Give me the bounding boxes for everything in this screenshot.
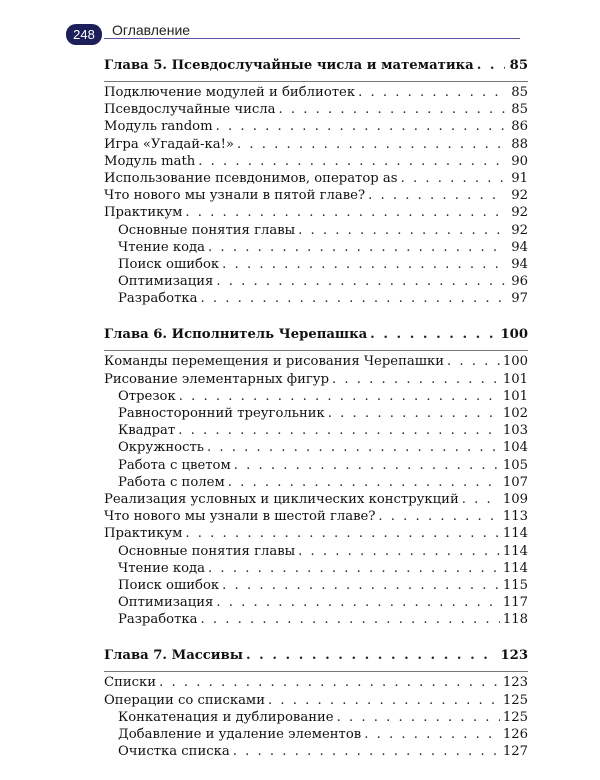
entry-page-number: 101 [502,371,528,387]
entry-page-number: 118 [502,612,528,628]
entry-title: Разработка [118,612,198,628]
toc-entry[interactable] [104,137,528,154]
entry-title: Основные понятия главы [118,543,296,559]
dot-leader [207,440,500,455]
chapter-page-number: 85 [509,58,528,73]
dot-leader [228,475,500,490]
dot-leader [447,354,500,369]
entry-title: Квадрат [118,423,176,439]
entry-title: Работа с цветом [118,457,231,473]
entry-title: Модуль math [104,153,196,169]
toc-subentry[interactable] [104,291,528,308]
entry-title: Реализация условных и циклических конструкций [104,491,459,507]
entry-page-number: 92 [511,222,528,238]
entry-title: Операции со списками [104,692,265,708]
entry-page-number: 123 [502,675,528,691]
toc-subentry[interactable] [104,475,528,492]
dot-leader [178,423,500,438]
toc-subentry[interactable] [104,595,528,612]
chapter-divider [104,81,528,82]
entry-title: Рисование элементарных фигур [104,371,330,387]
chapter-title: Глава 6. Исполнитель Черепашка [104,327,368,343]
entry-title: Практикум [104,205,183,221]
toc-entry[interactable] [104,85,528,102]
dot-leader [237,137,505,152]
toc-subentry[interactable] [104,561,528,578]
entry-page-number: 127 [502,744,528,760]
entry-page-number: 105 [502,457,528,473]
dot-leader [337,710,500,725]
entry-title: Поиск ошибок [118,577,220,593]
toc-entry[interactable] [104,372,528,389]
dot-leader [159,675,500,690]
dot-leader [201,291,505,306]
dot-leader [185,205,505,220]
entry-page-number: 114 [502,543,528,559]
entry-page-number: 88 [511,136,528,152]
entry-page-number: 103 [502,423,528,439]
entry-title: Подключение модулей и библиотек [104,85,356,100]
header-divider [104,38,520,39]
chapter-page-number: 100 [500,327,528,343]
toc-entry[interactable] [104,188,528,205]
entry-title: Конкатенация и дублирование [118,709,334,725]
dot-leader [368,188,505,203]
chapter-page-number: 123 [500,648,528,664]
dot-leader [298,544,500,559]
dot-leader [298,223,505,238]
entry-title: Оптимизация [118,274,214,290]
toc-entry[interactable] [104,102,528,119]
toc-subentry[interactable] [104,389,528,406]
toc-entry[interactable] [104,492,528,509]
dot-leader [185,526,499,541]
entry-title: Практикум [104,526,183,542]
page-number-badge: 248 [66,24,102,45]
entry-title: Отрезок [118,388,176,404]
dot-leader [328,406,500,421]
page-header [0,0,600,52]
toc-entry[interactable] [104,119,528,136]
entry-page-number: 102 [502,406,528,421]
dot-leader [216,595,499,610]
toc-entry[interactable] [104,526,528,543]
entry-title: Что нового мы узнали в пятой главе? [104,188,366,204]
dot-leader [358,85,505,100]
entry-title: Окружность [118,440,204,456]
dot-leader [278,102,505,117]
entry-page-number: 117 [502,595,528,611]
entry-page-number: 101 [502,388,528,404]
entry-page-number: 94 [511,256,528,272]
chapter-heading[interactable] [104,58,528,77]
entry-page-number: 114 [502,526,528,542]
dot-leader [179,389,500,404]
dot-leader [364,727,500,742]
entry-page-number: 109 [502,491,528,507]
toc-subentry[interactable] [104,240,528,257]
dot-leader [401,171,505,186]
toc-entry[interactable] [104,171,528,188]
chapter-divider [104,671,528,672]
toc-subentry[interactable] [104,274,528,291]
dot-leader [268,693,500,708]
entry-title: Разработка [118,291,198,307]
dot-leader [477,58,505,73]
dot-leader [378,509,499,524]
dot-leader [208,240,505,255]
dot-leader [462,492,500,507]
entry-page-number: 85 [511,102,528,118]
dot-leader [201,612,500,627]
toc-subentry[interactable] [104,727,528,744]
entry-page-number: 104 [502,440,528,456]
entry-title: Оптимизация [118,595,214,611]
chapter-heading[interactable] [104,327,528,346]
dot-leader [216,274,505,289]
entry-page-number: 115 [502,577,528,593]
dot-leader [246,648,497,663]
entry-title: Основные понятия главы [118,222,296,238]
toc-subentry[interactable] [104,423,528,440]
entry-title: Игра «Угадай-ка!» [104,136,234,152]
entry-page-number: 125 [502,709,528,725]
chapter-section [104,327,528,629]
toc-entry[interactable] [104,509,528,526]
chapter-divider [104,350,528,351]
toc-entry[interactable] [104,154,528,171]
toc-entry[interactable] [104,205,528,222]
entry-page-number: 96 [511,274,528,290]
entry-title: Списки [104,675,157,691]
entry-title: Очистка списка [118,744,230,760]
chapter-heading[interactable] [104,648,528,667]
toc-entry[interactable] [104,693,528,710]
chapter-section [104,58,528,308]
entry-page-number: 92 [511,205,528,221]
entry-title: Чтение кода [118,239,206,255]
entry-title: Чтение кода [118,560,206,576]
entry-page-number: 94 [511,239,528,255]
toc-subentry[interactable] [104,440,528,457]
dot-leader [233,744,500,759]
toc-subentry[interactable] [104,744,528,761]
entry-title: Добавление и удаление элементов [118,727,362,742]
entry-page-number: 114 [502,560,528,576]
toc-entry[interactable] [104,354,528,371]
toc-subentry[interactable] [104,257,528,274]
dot-leader [370,327,497,342]
entry-title: Поиск ошибок [118,256,220,272]
toc-subentry[interactable] [104,458,528,475]
entry-page-number: 107 [502,474,528,490]
entry-title: Использование псевдонимов, оператор as [104,170,398,186]
toc-subentry[interactable] [104,223,528,240]
page-title: Оглавление [112,22,191,38]
entry-title: Модуль random [104,119,213,135]
chapter-title: Глава 7. Массивы [104,648,243,664]
toc-subentry[interactable] [104,544,528,561]
entry-page-number: 97 [511,291,528,307]
entry-page-number: 85 [511,85,528,100]
entry-page-number: 86 [511,119,528,135]
toc-entry[interactable] [104,675,528,692]
toc-subentry[interactable] [104,578,528,595]
entry-title: Псевдослучайные числа [104,102,276,118]
entry-page-number: 100 [502,354,528,370]
entry-page-number: 125 [502,692,528,708]
dot-leader [208,561,500,576]
entry-page-number: 90 [511,153,528,169]
dot-leader [222,578,500,593]
entry-page-number: 91 [511,170,528,186]
chapter-section [104,648,528,761]
entry-page-number: 113 [502,509,528,525]
entry-title: Что нового мы узнали в шестой главе? [104,509,376,525]
dot-leader [234,458,500,473]
toc-subentry[interactable] [104,710,528,727]
table-of-contents [104,58,528,780]
dot-leader [332,372,500,387]
toc-subentry[interactable] [104,612,528,629]
dot-leader [222,257,505,272]
chapter-title: Глава 5. Псевдослучайные числа и математика [104,58,474,73]
entry-title: Команды перемещения и рисования Черепашки [104,354,445,370]
dot-leader [216,119,505,134]
entry-title: Работа с полем [118,474,225,490]
entry-page-number: 92 [511,188,528,204]
dot-leader [198,154,505,169]
toc-subentry[interactable] [104,406,528,423]
entry-title: Равносторонний треугольник [118,406,325,421]
entry-page-number: 126 [502,727,528,742]
